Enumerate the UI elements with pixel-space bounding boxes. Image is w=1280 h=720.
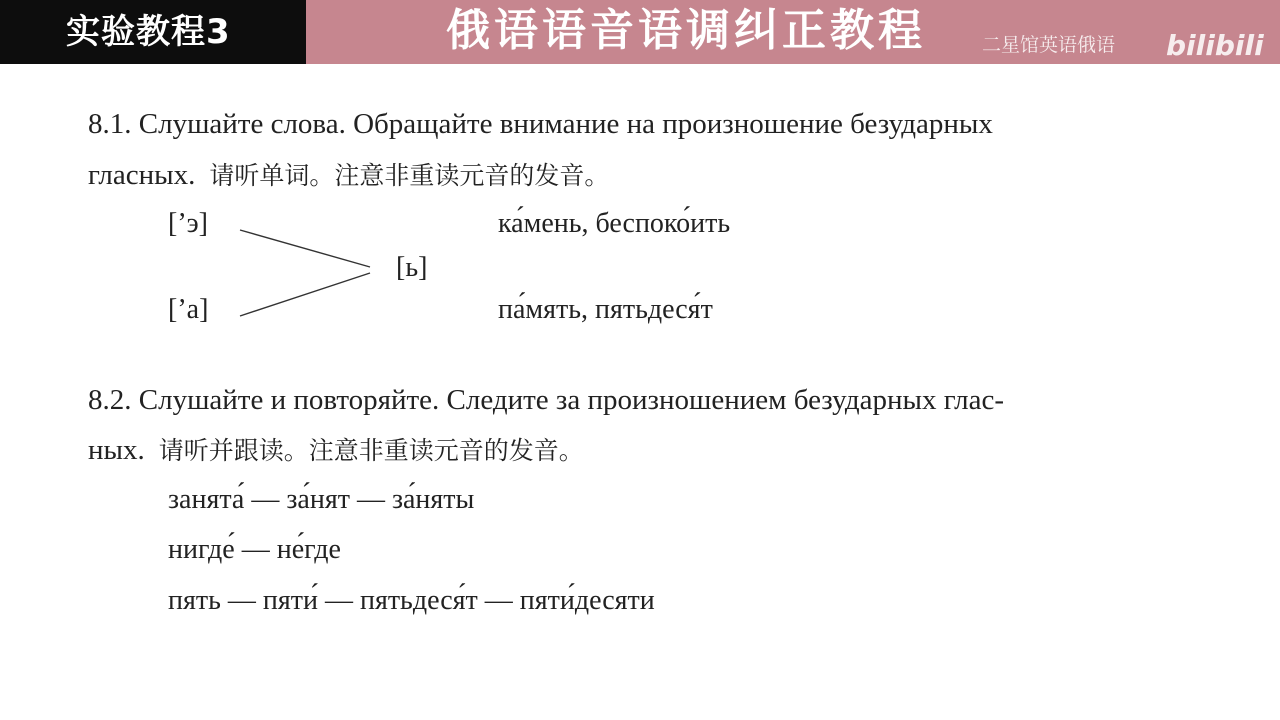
instruction-zh: 请听单词。注意非重读元音的发音。 [209, 163, 610, 190]
instruction-ru: ных. [88, 434, 145, 466]
reduction-arrow-lines [236, 222, 376, 322]
exercise-8-2-instruction-cont [88, 432, 584, 470]
exercise-8-1-instruction-cont [88, 157, 609, 195]
example-line: пять — пяти́ — пятьдеся́т — пяти́десяти [168, 585, 655, 616]
instruction-ru: гласных. [88, 159, 196, 191]
course-title: 俄语语音语调纠正教程 [446, 5, 926, 56]
example-e-words: ка́мень, беспоко́ить [498, 208, 731, 239]
header-bar [0, 0, 1280, 64]
title-banner [306, 0, 1280, 64]
instruction-zh: 请听并跟读。注意非重读元音的发音。 [158, 438, 584, 465]
phoneme-e: [’э] [168, 208, 208, 239]
exercise-8-1-instruction: 8.1. Слушайте слова. Обращайте внимание на произношение безударных [88, 108, 993, 140]
reduced-phoneme: [ь] [396, 252, 428, 283]
bilibili-logo: bilibili [1166, 29, 1264, 62]
exercise-8-2-instruction: 8.2. Слушайте и повторяйте. Следите за произношением безударных глас- [88, 384, 1005, 416]
example-line: занята́ — за́нят — за́няты [168, 484, 475, 515]
lesson-badge: 实验教程3 [0, 0, 306, 64]
example-line: нигде́ — не́где [168, 534, 341, 565]
channel-watermark: 二星馆英语俄语 [982, 34, 1116, 56]
phoneme-a: [’а] [168, 294, 209, 325]
example-a-words: па́мять, пятьдеся́т [498, 294, 713, 325]
